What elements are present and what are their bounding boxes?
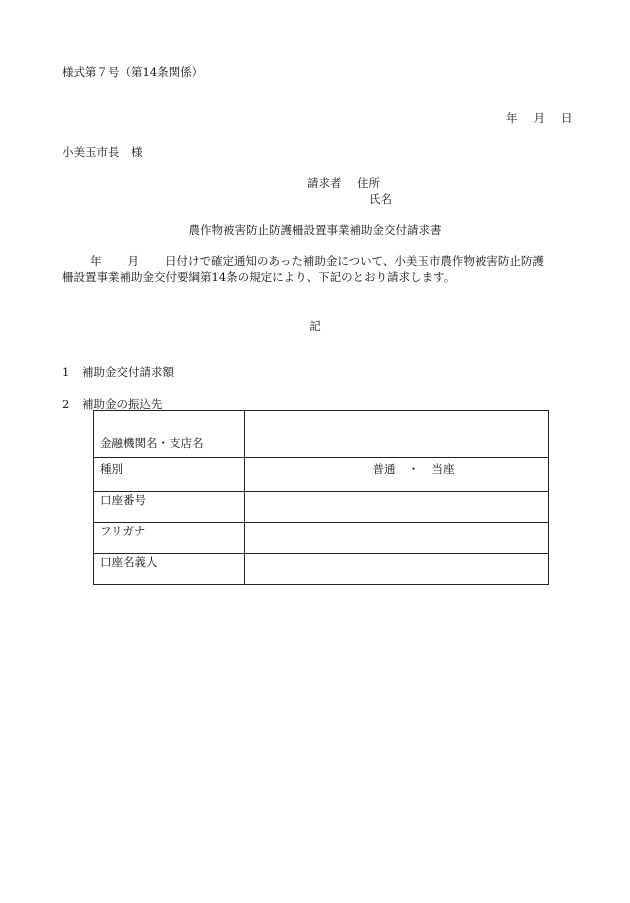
table-row <box>94 492 549 523</box>
account-number-value[interactable] <box>245 492 549 523</box>
account-type-ordinary[interactable]: 普通 <box>372 462 396 476</box>
date-month: 月 <box>533 111 545 125</box>
account-holder-label: 口座名義人 <box>94 554 245 585</box>
item-number: 2 <box>62 397 70 411</box>
body-paragraph <box>62 253 572 285</box>
document-title: 農作物被害防止防護柵設置事業補助金交付請求書 <box>188 223 442 237</box>
item-request-amount <box>62 364 174 380</box>
bank-name-value[interactable] <box>245 411 549 458</box>
item-label: 補助金の振込先 <box>82 397 163 411</box>
table-row <box>94 458 549 492</box>
furigana-value[interactable] <box>245 523 549 554</box>
table-row <box>94 554 549 585</box>
date-year: 年 <box>506 111 518 125</box>
date-line <box>506 110 573 126</box>
account-holder-value[interactable] <box>245 554 549 585</box>
account-number-label: 口座番号 <box>94 492 245 523</box>
account-type-separator: ・ <box>407 462 420 476</box>
bank-account-table <box>93 410 549 585</box>
furigana-label: フリガナ <box>94 523 245 554</box>
table-row <box>94 523 549 554</box>
requester-label: 請求者 <box>307 176 342 190</box>
requester-name-label: 氏名 <box>369 192 392 206</box>
body-line-1-text: 日付けで確定通知のあった補助金について、小美玉市農作物被害防止防護 <box>165 254 544 268</box>
item-number: 1 <box>62 365 70 379</box>
table-row <box>94 411 549 458</box>
body-line-2: 柵設置事業補助金交付要綱第14条の規定により、下記のとおり請求します。 <box>62 270 456 284</box>
addressee: 小美玉市長 様 <box>62 145 143 159</box>
account-type-options <box>245 458 549 492</box>
item-label: 補助金交付請求額 <box>82 365 174 379</box>
ki-heading: 記 <box>309 319 321 333</box>
account-type-label: 種別 <box>94 458 245 492</box>
date-day: 日 <box>561 111 573 125</box>
requester-address-label: 住所 <box>357 176 380 190</box>
body-month: 月 <box>127 254 139 268</box>
bank-name-label: 金融機関名・支店名 <box>94 411 245 458</box>
form-number: 様式第７号（第14条関係） <box>62 65 204 79</box>
body-year: 年 <box>90 254 102 268</box>
body-line-1 <box>62 253 572 269</box>
account-type-current[interactable]: 当座 <box>431 462 455 476</box>
